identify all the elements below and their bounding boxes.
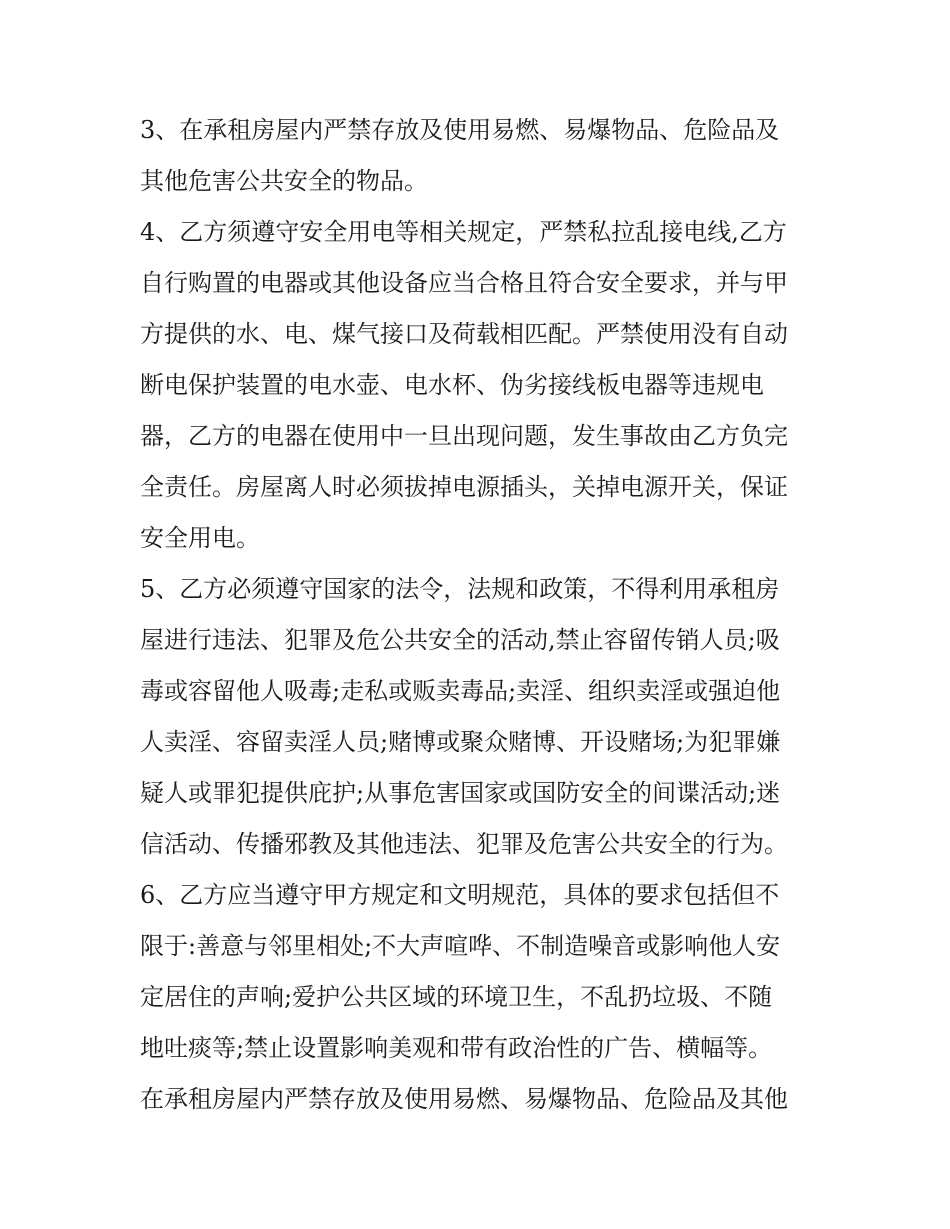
text-line-11: 屋进行违法、犯罪及危公共安全的活动,禁止容留传销人员;吸 xyxy=(140,626,780,654)
text-line-13: 人卖淫、容留卖淫人员;赌博或聚众赌博、开设赌场;为犯罪嫌 xyxy=(140,728,781,756)
text-line-3: 4、乙方须遵守安全用电等相关规定，严禁私拉乱接电线,乙方 xyxy=(140,218,787,246)
text-line-5: 方提供的水、电、煤气接口及荷载相匹配。严禁使用没有自动 xyxy=(140,320,788,348)
text-line-15: 信活动、传播邪教及其他违法、犯罪及危害公共安全的行为。 xyxy=(140,830,788,858)
text-line-2: 其他危害公共安全的物品。 xyxy=(140,167,428,195)
text-line-16: 6、乙方应当遵守甲方规定和文明规范，具体的要求包括但不 xyxy=(140,881,780,909)
text-line-17: 限于:善意与邻里相处;不大声喧哗、不制造噪音或影响他人安 xyxy=(140,932,781,960)
document-body xyxy=(140,105,820,1125)
text-line-14: 疑人或罪犯提供庇护;从事危害国家或国防安全的间谍活动;迷 xyxy=(140,779,781,807)
text-line-18: 定居住的声响;爱护公共区域的环境卫生，不乱扔垃圾、不随 xyxy=(140,983,773,1011)
text-line-9: 安全用电。 xyxy=(140,524,260,552)
text-line-10: 5、乙方必须遵守国家的法令，法规和政策，不得利用承租房 xyxy=(140,575,780,603)
text-line-8: 全责任。房屋离人时必须拔掉电源插头，关掉电源开关，保证 xyxy=(140,473,788,501)
text-line-6: 断电保护装置的电水壶、电水杯、伪劣接线板电器等违规电 xyxy=(140,371,764,399)
text-line-19: 地吐痰等;禁止设置影响美观和带有政治性的广告、横幅等。 xyxy=(140,1034,773,1062)
text-line-12: 毒或容留他人吸毒;走私或贩卖毒品;卖淫、组织卖淫或强迫他 xyxy=(140,677,781,705)
text-line-4: 自行购置的电器或其他设备应当合格且符合安全要求，并与甲 xyxy=(140,269,788,297)
text-line-20: 在承租房屋内严禁存放及使用易燃、易爆物品、危险品及其他 xyxy=(140,1085,788,1113)
text-line-1: 3、在承租房屋内严禁存放及使用易燃、易爆物品、危险品及 xyxy=(140,116,780,144)
text-line-7: 器，乙方的电器在使用中一旦出现问题，发生事故由乙方负完 xyxy=(140,422,788,450)
